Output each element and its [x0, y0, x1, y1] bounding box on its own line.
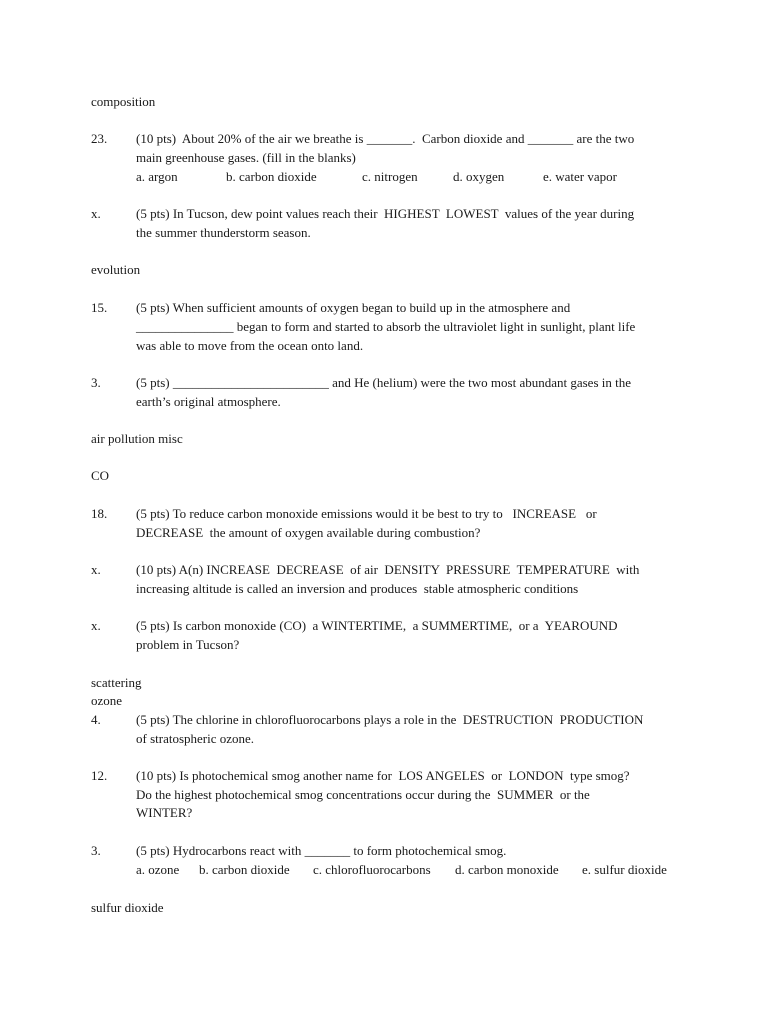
question-number: 3. [91, 375, 101, 390]
choice-b: b. carbon dioxide [226, 169, 317, 184]
question-text: increasing altitude is called an inversion and produces stable atmospheric conditions [136, 581, 579, 596]
choice-d: d. oxygen [453, 169, 505, 184]
question-text: (10 pts) Is photochemical smog another name for LOS ANGELES or LONDON type smog? [136, 768, 630, 783]
question-number: x. [91, 562, 101, 577]
question-number: x. [91, 618, 101, 633]
question-text: main greenhouse gases. (fill in the blanks) [136, 150, 356, 165]
choice-e: e. water vapor [543, 169, 617, 184]
question-text: WINTER? [136, 805, 193, 820]
question-number: 3. [91, 843, 101, 858]
question-text: DECREASE the amount of oxygen available during combustion? [136, 525, 481, 540]
choice-d: d. carbon monoxide [455, 862, 559, 877]
question-text: (5 pts) When sufficient amounts of oxygen began to build up in the atmosphere and [136, 300, 571, 315]
question-number: 15. [91, 300, 108, 315]
question-text: (5 pts) The chlorine in chlorofluorocarbons plays a role in the DESTRUCTION PRODUCTION [136, 712, 644, 727]
question-text: _______________ began to form and started to absorb the ultraviolet light in sunlight, plant life [136, 319, 636, 334]
answer-choices [136, 169, 617, 185]
section-heading-co: CO [91, 468, 110, 483]
question-text: (10 pts) A(n) INCREASE DECREASE of air DENSITY PRESSURE TEMPERATURE with [136, 562, 640, 577]
question-number: 12. [91, 768, 108, 783]
question-text: (5 pts) To reduce carbon monoxide emissions would it be best to try to INCREASE or [136, 506, 597, 521]
section-heading-composition: composition [91, 94, 156, 109]
question-number: x. [91, 206, 101, 221]
question-text: was able to move from the ocean onto land. [136, 338, 364, 353]
section-heading-sulfur-dioxide: sulfur dioxide [91, 900, 164, 915]
question-text: (5 pts) In Tucson, dew point values reach their HIGHEST LOWEST values of the year during [136, 206, 635, 221]
section-heading-scattering: scattering [91, 675, 142, 690]
answer-choices [136, 862, 667, 878]
question-text: of stratospheric ozone. [136, 731, 255, 746]
section-heading-ozone: ozone [91, 693, 123, 708]
choice-c: c. nitrogen [362, 169, 418, 184]
choice-b: b. carbon dioxide [199, 862, 290, 877]
choice-e: e. sulfur dioxide [582, 862, 667, 877]
choice-a: a. ozone [136, 862, 180, 877]
choice-a: a. argon [136, 169, 178, 184]
question-text: (5 pts) Is carbon monoxide (CO) a WINTERTIME, a SUMMERTIME, or a YEAROUND [136, 618, 618, 633]
section-heading-air-pollution-misc: air pollution misc [91, 431, 183, 446]
question-text: problem in Tucson? [136, 637, 240, 652]
question-number: 18. [91, 506, 108, 521]
question-text: (5 pts) Hydrocarbons react with _______ to form photochemical smog. [136, 843, 507, 858]
question-number: 23. [91, 131, 108, 146]
question-number: 4. [91, 712, 101, 727]
question-text: earth’s original atmosphere. [136, 394, 281, 409]
question-text: the summer thunderstorm season. [136, 225, 311, 240]
section-heading-evolution: evolution [91, 262, 141, 277]
question-text: (10 pts) About 20% of the air we breathe is _______. Carbon dioxide and _______ are the two [136, 131, 635, 146]
choice-c: c. chlorofluorocarbons [313, 862, 431, 877]
question-text: (5 pts) ________________________ and He (helium) were the two most abundant gases in the [136, 375, 631, 390]
question-text: Do the highest photochemical smog concentrations occur during the SUMMER or the [136, 787, 590, 802]
